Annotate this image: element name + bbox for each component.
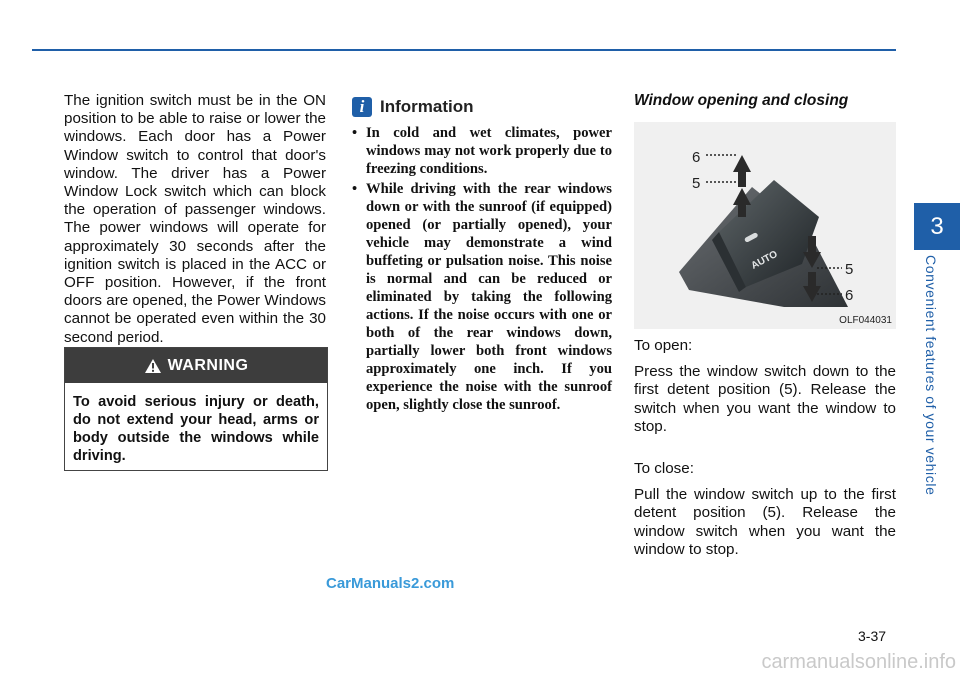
information-list (352, 124, 612, 414)
position-label-up-5: 5 (692, 175, 701, 192)
auto-label: AUTO (749, 248, 780, 272)
position-label-down-5: 5 (845, 261, 854, 278)
footer-watermark: carmanualsonline.info (761, 651, 956, 673)
figure-code: OLF044031 (839, 315, 892, 326)
warning-label: WARNING (167, 356, 249, 374)
to-open-text: Press the window switch down to the first detent position (5). Release the switch when you want the window to stop. (634, 363, 896, 435)
column-2 (352, 94, 612, 416)
section-title: Window opening and closing (634, 92, 849, 109)
position-label-up-6: 6 (692, 149, 701, 166)
warning-header (65, 348, 327, 383)
to-close-text: Pull the window switch up to the first detent position (5). Release the window switch when you want the window to stop. (634, 486, 896, 558)
info-icon: i (352, 97, 372, 117)
information-header (352, 94, 612, 120)
column-1 (64, 92, 326, 347)
position-label-down-6: 6 (845, 287, 854, 304)
warning-text: To avoid serious injury or death, do not extend your head, arms or body outside the windows while driving. (73, 394, 319, 464)
window-switch-illustration (634, 122, 896, 329)
watermark-link[interactable]: CarManuals2.com (326, 575, 455, 592)
warning-triangle-icon (144, 358, 162, 374)
warning-box (64, 347, 328, 471)
chapter-title: Convenient features of your vehicle (923, 254, 939, 496)
page-number: 3-37 (858, 628, 887, 644)
top-rule (32, 49, 896, 51)
window-switch-figure (634, 122, 896, 329)
chapter-tab (914, 203, 960, 250)
ignition-paragraph: The ignition switch must be in the ON position to be able to raise or lower the windows. Each door has a Power Window switch to control that door's window. The driver has a Power Window Lock switch which can block the operation of passenger windows. The power windows will operate for approximately 30 seconds after the ignition switch is placed in the ACC or OFF position. However, if the front doors are opened, the Power Windows cannot be operated even within the 30 second period. (64, 92, 326, 346)
to-open-label: To open: (634, 337, 693, 354)
to-close-label: To close: (634, 460, 694, 478)
chapter-number: 3 (930, 212, 944, 240)
column-3 (634, 92, 896, 559)
list-item: • While driving with the rear windows down or with the sunroof (if equipped) opened (or partially opened), your vehicle may demonstrate a wind buffeting or pulsation noise. This noise is normal and can be reduced or eliminated by taking the following actions. If the noise occurs with one or both of the rear windows down, partially lower both front windows approximately one inch. If you experience the noise with the sunroof open, slightly close the sunroof. (352, 180, 612, 414)
information-title: Information (380, 97, 474, 116)
chapter-title-vertical (921, 255, 941, 495)
list-item: • In cold and wet climates, power windows may not work properly due to freezing conditions. (352, 124, 612, 178)
